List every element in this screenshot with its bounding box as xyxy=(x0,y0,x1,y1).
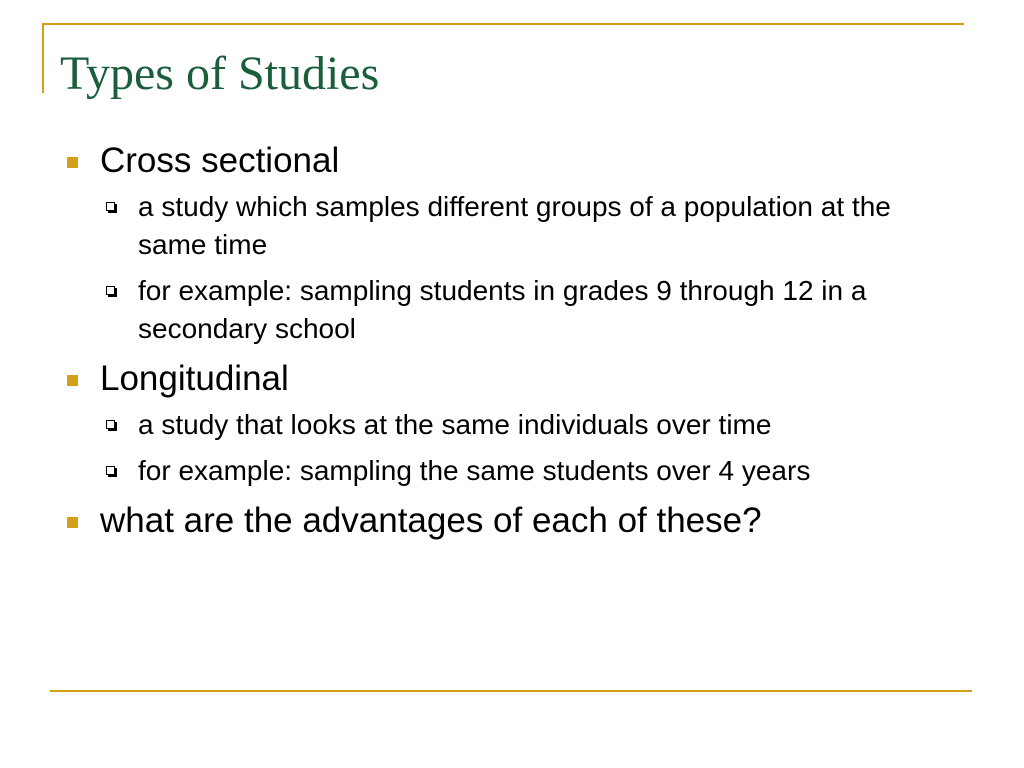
bottom-rule xyxy=(50,690,972,692)
top-rule xyxy=(42,23,964,25)
left-rule xyxy=(42,23,44,93)
square-bullet-icon xyxy=(67,375,78,386)
slide-title: Types of Studies xyxy=(60,47,380,100)
sub-bullet-text: a study which samples different groups of a population at the same time xyxy=(138,191,891,260)
hollow-square-bullet-icon xyxy=(106,466,115,475)
hollow-square-bullet-icon xyxy=(106,420,115,429)
square-bullet-icon xyxy=(67,517,78,528)
sub-bullet-text: for example: sampling the same students over 4 years xyxy=(138,455,811,486)
bullet-list xyxy=(62,138,962,552)
bullet-text: Longitudinal xyxy=(100,359,289,398)
hollow-square-bullet-icon xyxy=(106,202,115,211)
bullet-text: what are the advantages of each of these? xyxy=(100,501,762,540)
list-item-longitudinal xyxy=(62,356,962,490)
square-bullet-icon xyxy=(67,157,78,168)
sub-bullet-text: a study that looks at the same individuals over time xyxy=(138,409,772,440)
list-item-cross-sectional xyxy=(62,138,962,348)
hollow-square-bullet-icon xyxy=(106,286,115,295)
sub-bullet-text: for example: sampling students in grades 9 through 12 in a secondary school xyxy=(138,275,867,344)
list-item-question xyxy=(62,498,962,544)
bullet-text: Cross sectional xyxy=(100,141,340,180)
